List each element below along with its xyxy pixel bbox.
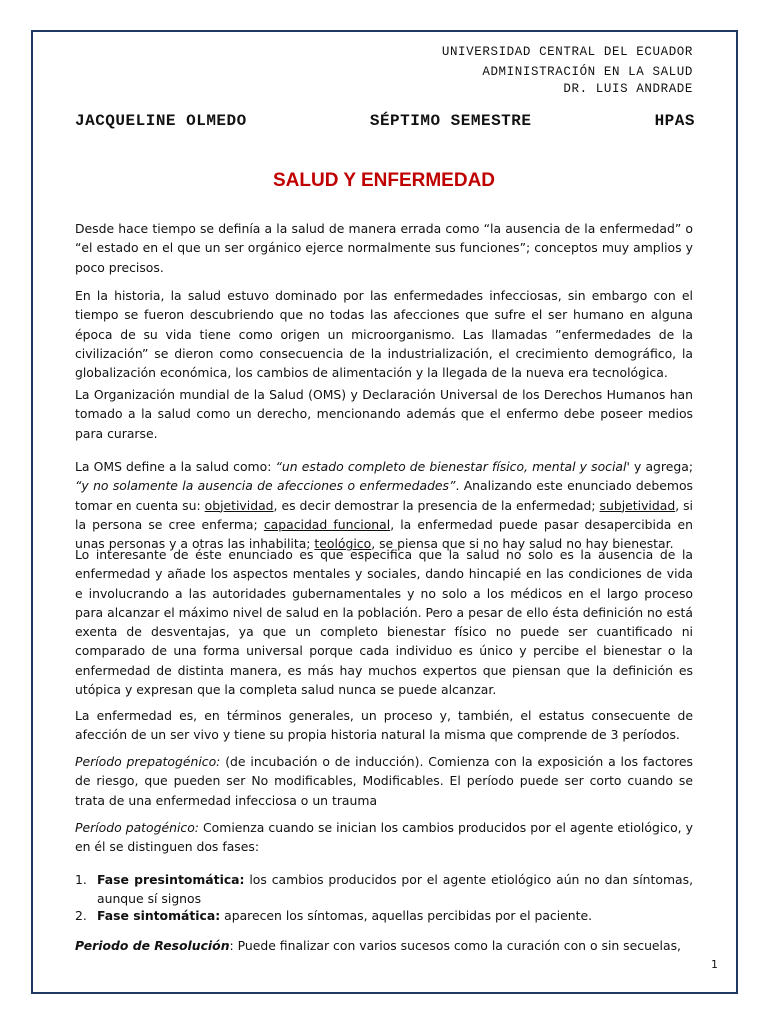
header-program: ADMINISTRACIÓN EN LA SALUD: [482, 65, 693, 79]
p4-text-d: , es decir demostrar la presencia de la enfermedad;: [273, 497, 600, 513]
p8-label: Período patogénico:: [75, 820, 199, 835]
p4-text-c: . Analizando este enunciado debemos tomar en cuenta su:: [75, 478, 693, 513]
student-semester: SÉPTIMO SEMESTRE: [369, 112, 532, 130]
student-code: HPAS: [654, 112, 695, 130]
p9-text: : Puede finalizar con varios sucesos como la curación con o sin secuelas,: [229, 938, 681, 953]
p7-text: (de incubación o de inducción). Comienza con la exposición a los factores de riesgo, que pueden ser No modificables, Modificables. El período puede ser corto cuando se trata de una enfermedad infecciosa o un trauma: [75, 754, 693, 808]
p7-label: Período prepatogénico:: [75, 754, 221, 769]
paragraph-3: La Organización mundial de la Salud (OMS) y Declaración Universal de los Derechos Humanos han tomado a la salud como un derecho, mencionando además que el enfermo debe poseer medios para curarse.: [75, 387, 693, 441]
list-item-2-label: Fase sintomática:: [97, 908, 221, 923]
p4-quote-2: “y no solamente la ausencia de afecciones o enfermedades”: [75, 478, 456, 494]
list-item-1-number: 1.: [75, 872, 87, 887]
header-university: UNIVERSIDAD CENTRAL DEL ECUADOR: [441, 45, 693, 59]
p4-text-f: , la enfermedad puede pasar desapercibida en unas personas y a otras las inhabilita;: [75, 516, 693, 552]
p4-text-b: y agrega;: [629, 459, 693, 474]
p8-text: Comienza cuando se inician los cambios producidos por el agente etiológico, y en él se distinguen dos fases:: [75, 820, 693, 855]
term-objetividad: objetividad: [204, 497, 274, 513]
paragraph-1: Desde hace tiempo se definía a la salud de manera errada como “la ausencia de la enfermedad” o “el estado en el que un ser orgánico ejerce normalmente sus funciones”; conceptos muy amplios y poco precisos.: [75, 221, 693, 275]
term-subjetividad: subjetividad: [599, 497, 676, 513]
p4-text-e: , si la persona se cree enferma;: [75, 497, 693, 532]
term-capacidad-funcional: capacidad funcional: [263, 516, 391, 532]
paragraph-8: [75, 818, 693, 857]
paragraph-5: Lo interesante de éste enunciado es que especifica que la salud no solo es la ausencia de la enfermedad y añade los aspectos mentales y sociales, dando hincapié en las condiciones de vida e involucrando a las autoridades gubernamentales y no solo a los médicos en el largo proceso para alcanzar el máximo nivel de salud en la población. Pero a pesar de ello ésta definición no está exenta de desventajas, ya que un completo bienestar físico no puede ser cuantificado ni comparado de una forma universal porque cada individuo es único y percibe el bienestar o la enfermedad de distinta manera, es más hay muchos expertos que piensan que la definición es utópica y expresan que la completa salud nunca se puede alcanzar.: [75, 547, 693, 698]
paragraph-4: [75, 457, 693, 553]
list-item-2-text: aparecen los síntomas, aquellas percibidas por el paciente.: [220, 908, 593, 923]
student-name: JACQUELINE OLMEDO: [75, 112, 247, 130]
header-professor: DR. LUIS ANDRADE: [563, 82, 693, 96]
term-teologico: teológico: [314, 536, 372, 552]
document-title: SALUD Y ENFERMEDAD: [272, 170, 496, 191]
paragraph-9: [75, 936, 693, 955]
p9-label: Periodo de Resolución: [75, 938, 230, 953]
list-item-1-text: los cambios producidos por el agente etiológico aún no dan síntomas, aunque sí signos: [97, 872, 694, 907]
list-item-1-label: Fase presintomática:: [97, 872, 245, 887]
list-item-2: [97, 906, 693, 925]
paragraph-6: La enfermedad es, en términos generales, un proceso y, también, el estatus consecuente de afección de un ser vivo y tiene su propia historia natural la misma que comprende de 3 períodos.: [75, 708, 693, 743]
p4-text-a: La OMS define a la salud como:: [75, 459, 276, 474]
p4-text-g: , se piensa que si no hay salud no hay bienestar.: [371, 536, 674, 552]
p4-quote-1: “un estado completo de bienestar físico, mental y social': [275, 459, 630, 474]
paragraph-2: En la historia, la salud estuvo dominado por las enfermedades infecciosas, sin embargo con el tiempo se fueron descubriendo que no todas las afecciones que sufre el ser humano en alguna época de su vida tiene como origen un microorganismo. Las llamadas ”enfermedades de la civilización” se dieron como consecuencia de la industrialización, el crecimiento demográfico, la globalización económica, los cambios de alimentación y la llegada de la nueva era tecnológica.: [75, 288, 693, 381]
paragraph-7: [75, 752, 693, 810]
page-number: 1: [711, 958, 718, 971]
list-item-2-number: 2.: [75, 908, 87, 923]
student-line: [75, 112, 695, 130]
list-item-1: [97, 870, 693, 909]
